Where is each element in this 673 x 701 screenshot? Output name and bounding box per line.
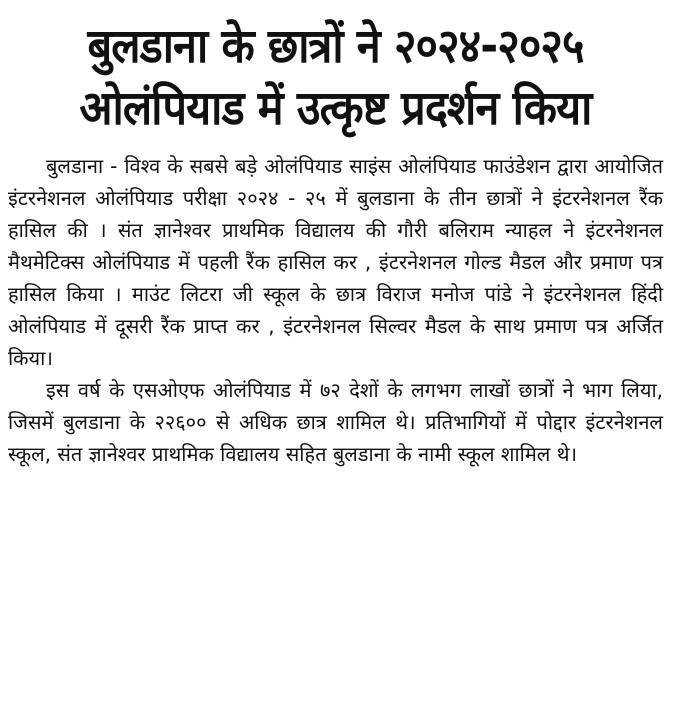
headline-line-2: ओलंपियाड में उत्कृष्ट प्रदर्शन किया bbox=[79, 81, 592, 136]
headline-line-1: बुलडाना के छात्रों ने २०२४-२०२५ bbox=[87, 19, 584, 74]
paragraph-1: बुलडाना - विश्व के सबसे बड़े ओलंपियाड साइंस ओलंपियाड फाउंडेशन द्वारा आयोजित इंटरनेशनल ओलंपियाड परीक्षा २०२४ - २५ में बुलडाना के तीन छात्रों ने इंटरनेशनल रैंक हासिल की । संत ज्ञानेश्वर प्राथमिक विद्यालय की गौरी बलिराम न्याहल ने इंटरनेशनल मैथमेटिक्स ओलंपियाड में पहली रैंक हासिल कर , इंटरनेशनल गोल्ड मैडल और प्रमाण पत्र हासिल किया । माउंट लिटरा जी स्कूल के छात्र विराज मनोज पांडे ने इंटरनेशनल हिंदी ओलंपियाड में दूसरी रैंक प्राप्त कर , इंटरनेशनल सिल्वर मैडल के साथ प्रमाण पत्र अर्जित किया। bbox=[8, 154, 663, 370]
paragraph-2: इस वर्ष के एसओएफ ओलंपियाड में ७२ देशों के लगभग लाखों छात्रों ने भाग लिया, जिसमें बुलडाना के २२६०० से अधिक छात्र शामिल थे। प्रतिभागियों में पोद्दार इंटरनेशनल स्कूल, संत ज्ञानेश्वर प्राथमिक विद्यालय सहित बुलडाना के नामी स्कूल शामिल थे। bbox=[8, 378, 663, 466]
article-body bbox=[8, 150, 663, 470]
headline bbox=[34, 16, 637, 140]
